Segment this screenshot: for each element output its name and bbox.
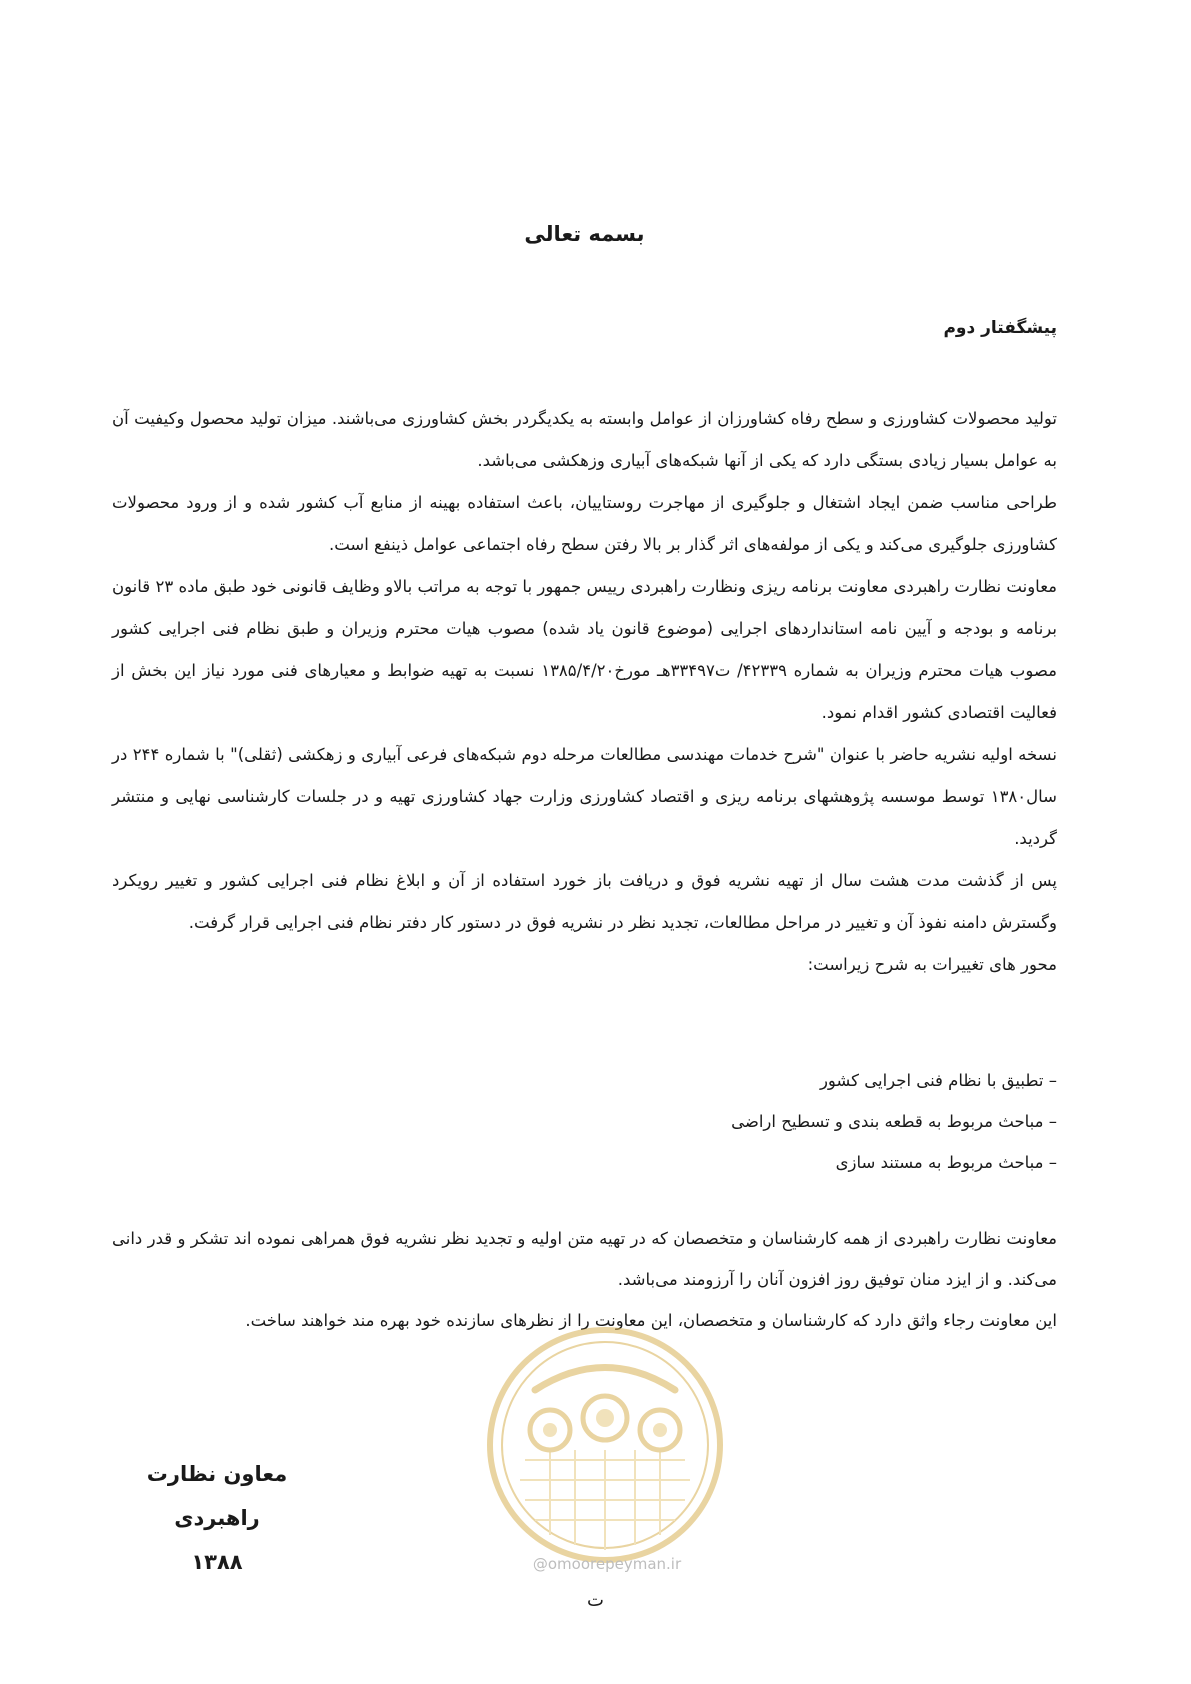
paragraph: نسخه اولیه نشریه حاضر با عنوان "شرح خدمات مهندسی مطالعات مرحله دوم شبکه‌های فرعی آبیاری و زهکشی (ثقلی)" با شماره ۲۴۴ در سال۱۳۸۰ توسط موسسه پژوهشهای برنامه ریزی و اقتصاد کشاورزی وزارت جهاد کشاورزی تهیه و در جلسات کارشناسی نهایی و منتشر گردید. — [112, 745, 1057, 848]
watermark-logo — [480, 1320, 730, 1570]
signature-title: معاون نظارت راهبردی — [146, 1462, 288, 1530]
changes-list — [731, 1060, 1057, 1183]
closing-body — [112, 1218, 1057, 1341]
paragraph: محور های تغییرات به شرح زیراست: — [807, 955, 1057, 974]
signature-year: ۱۳۸۸ — [191, 1550, 243, 1574]
signature-block — [112, 1452, 322, 1584]
paragraph: پس از گذشت مدت هشت سال از تهیه نشریه فوق و دریافت باز خورد استفاده از آن و ابلاغ نظام فنی اجرایی کشور و تغییر رویکرد وگسترش دامنه نفوذ آن و تغییر در مراحل مطالعات، تجدید نظر در نشریه فوق در دستور کار دفتر نظام فنی اجرایی قرار گرفت. — [112, 871, 1057, 932]
preface-body — [112, 398, 1057, 986]
paragraph: معاونت نظارت راهبردی از همه کارشناسان و متخصصان که در تهیه متن اولیه و تجدید نظر نشریه فوق همراهی نموده اند تشکر و قدر دانی می‌کند. و از ایزد منان توفیق روز افزون آنان را آرزومند می‌باشد. — [112, 1229, 1057, 1289]
page-number: ت — [587, 1590, 604, 1611]
document-heading: بسمه تعالی — [524, 222, 645, 246]
paragraph: طراحی مناسب ضمن ایجاد اشتغال و جلوگیری از مهاجرت روستاییان، باعث استفاده بهینه از منابع آب کشور شده و از ورود محصولات کشاورزی جلوگیری می‌کند و یکی از مولفه‌های اثر گذار بر بالا رفتن سطح رفاه اجتماعی عوامل ذینفع است. — [112, 493, 1057, 554]
list-item: – تطبیق با نظام فنی اجرایی کشور — [819, 1071, 1057, 1090]
paragraph: معاونت نظارت راهبردی معاونت برنامه ریزی ونظارت راهبردی رییس جمهور با توجه به مراتب بالاو وظایف قانونی خود طبق ماده ۲۳ قانون برنامه و بودجه و آیین نامه استانداردهای اجرایی (موضوع قانون یاد شده) مصوب هیات محترم وزیران و طبق نظام فنی اجرایی کشور مصوب هیات محترم وزیران به شماره ۴۲۳۳۹/ ت۳۳۴۹۷هـ مورخ۱۳۸۵/۴/۲۰ نسبت به تهیه ضوابط و معیارهای فنی مورد نیاز این بخش از فعالیت اقتصادی کشور اقدام نمود. — [112, 577, 1057, 722]
paragraph: این معاونت رجاء واثق دارد که کارشناسان و متخصصان، این معاونت را از نظرهای سازنده خود بهره مند خواهند ساخت. — [245, 1311, 1057, 1330]
list-item: – مباحث مربوط به مستند سازی — [835, 1153, 1057, 1172]
watermark-site-text: @omoorepeyman.ir — [532, 1555, 682, 1573]
list-item: – مباحث مربوط به قطعه بندی و تسطیح اراضی — [731, 1112, 1057, 1131]
paragraph: تولید محصولات کشاورزی و سطح رفاه کشاورزان از عوامل وابسته به یکدیگردر بخش کشاورزی می‌باشند. میزان تولید محصول وکیفیت آن به عوامل بسیار زیادی بستگی دارد که یکی از آنها شبکه‌های آبیاری وزهکشی می‌باشد. — [112, 409, 1057, 470]
section-title: پیشگفتار دوم — [943, 318, 1057, 338]
